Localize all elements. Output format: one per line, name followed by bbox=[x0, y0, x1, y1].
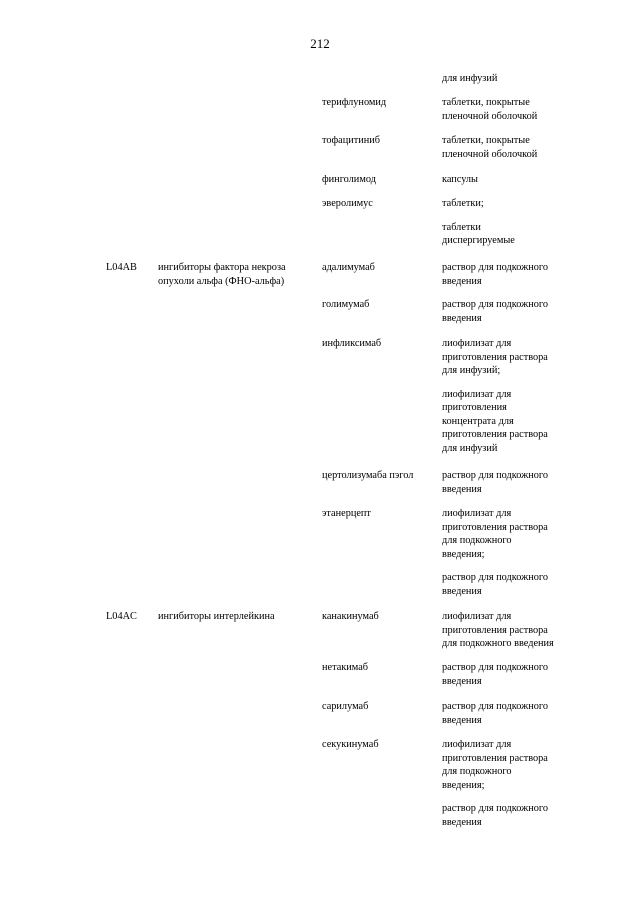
dosage-form-line: лиофилизат для bbox=[442, 338, 512, 349]
dosage-form-line: раствор для подкожного bbox=[442, 803, 549, 814]
atc-code: L04AB bbox=[106, 262, 137, 273]
dosage-form-line: раствор для подкожного bbox=[442, 299, 549, 310]
dosage-form-line: лиофилизат для bbox=[442, 508, 512, 519]
drug-name: инфликсимаб bbox=[322, 338, 382, 349]
dosage-form-line: концентрата для bbox=[442, 415, 514, 427]
dosage-form-line: раствор для подкожного bbox=[442, 701, 549, 712]
dosage-form-line: приготовления раствора bbox=[442, 521, 548, 533]
dosage-form-line: таблетки, покрытые bbox=[442, 135, 530, 146]
dosage-form-line: приготовления bbox=[442, 402, 507, 413]
dosage-form-line: введения bbox=[442, 816, 482, 828]
dosage-form-line: лиофилизат для bbox=[442, 611, 512, 622]
dosage-form-line: таблетки bbox=[442, 221, 481, 233]
dosage-form-line: введения; bbox=[442, 548, 485, 560]
drug-name: эверолимус bbox=[322, 198, 373, 209]
dosage-form-line: пленочной оболочкой bbox=[442, 148, 538, 160]
dosage-form-line: введения bbox=[442, 714, 482, 726]
dosage-form-line: для подкожного bbox=[442, 766, 512, 777]
dosage-form-line: приготовления раствора bbox=[442, 429, 548, 440]
dosage-form-line: пленочной оболочкой bbox=[442, 110, 538, 122]
drug-name: тофацитиниб bbox=[322, 135, 381, 146]
drug-name: этанерцепт bbox=[322, 508, 371, 519]
dosage-form-line: раствор для подкожного bbox=[442, 262, 549, 273]
dosage-form-line: введения bbox=[442, 483, 482, 495]
dosage-form-line: для инфузий bbox=[442, 442, 498, 454]
drug-name: сарилумаб bbox=[322, 701, 369, 712]
drug-name: цертолизумаба пэгол bbox=[322, 470, 414, 481]
atc-group-name-line: опухоли альфа (ФНО-альфа) bbox=[158, 275, 285, 287]
dosage-form-line: введения bbox=[442, 585, 482, 597]
dosage-form-line: лиофилизат для bbox=[442, 739, 512, 750]
dosage-form-line: введения; bbox=[442, 779, 485, 791]
dosage-form-line: для подкожного bbox=[442, 535, 512, 546]
dosage-form-line: для инфузий bbox=[442, 73, 498, 84]
dosage-form-line: раствор для подкожного bbox=[442, 662, 549, 673]
drug-name: голимумаб bbox=[322, 299, 370, 310]
dosage-form-line: для инфузий; bbox=[442, 365, 501, 376]
atc-group-name-line: ингибиторы фактора некроза bbox=[158, 262, 286, 273]
dosage-form-line: таблетки; bbox=[442, 198, 484, 209]
dosage-form-line: введения bbox=[442, 312, 482, 324]
drug-name: секукинумаб bbox=[322, 739, 379, 750]
dosage-form-line: капсулы bbox=[442, 174, 478, 185]
dosage-form-line: диспергируемые bbox=[442, 235, 515, 246]
drug-name: терифлуномид bbox=[322, 97, 387, 108]
drug-name: адалимумаб bbox=[322, 262, 375, 273]
dosage-form-line: раствор для подкожного bbox=[442, 572, 549, 583]
atc-group-name-line: ингибиторы интерлейкина bbox=[158, 611, 275, 622]
dosage-form-line: введения bbox=[442, 675, 482, 687]
drug-name: финголимод bbox=[322, 174, 376, 185]
drug-name: нетакимаб bbox=[322, 662, 369, 673]
dosage-form-line: введения bbox=[442, 275, 482, 287]
dosage-form-line: таблетки, покрытые bbox=[442, 97, 530, 108]
drug-name: канакинумаб bbox=[322, 611, 379, 622]
dosage-form-line: приготовления раствора bbox=[442, 624, 548, 636]
atc-code: L04AC bbox=[106, 611, 137, 622]
dosage-form-line: лиофилизат для bbox=[442, 388, 512, 400]
page-number: 212 bbox=[310, 36, 330, 51]
dosage-form-line: для подкожного введения bbox=[442, 638, 554, 649]
dosage-form-line: приготовления раствора bbox=[442, 752, 548, 764]
dosage-form-line: приготовления раствора bbox=[442, 351, 548, 363]
dosage-form-line: раствор для подкожного bbox=[442, 470, 549, 481]
